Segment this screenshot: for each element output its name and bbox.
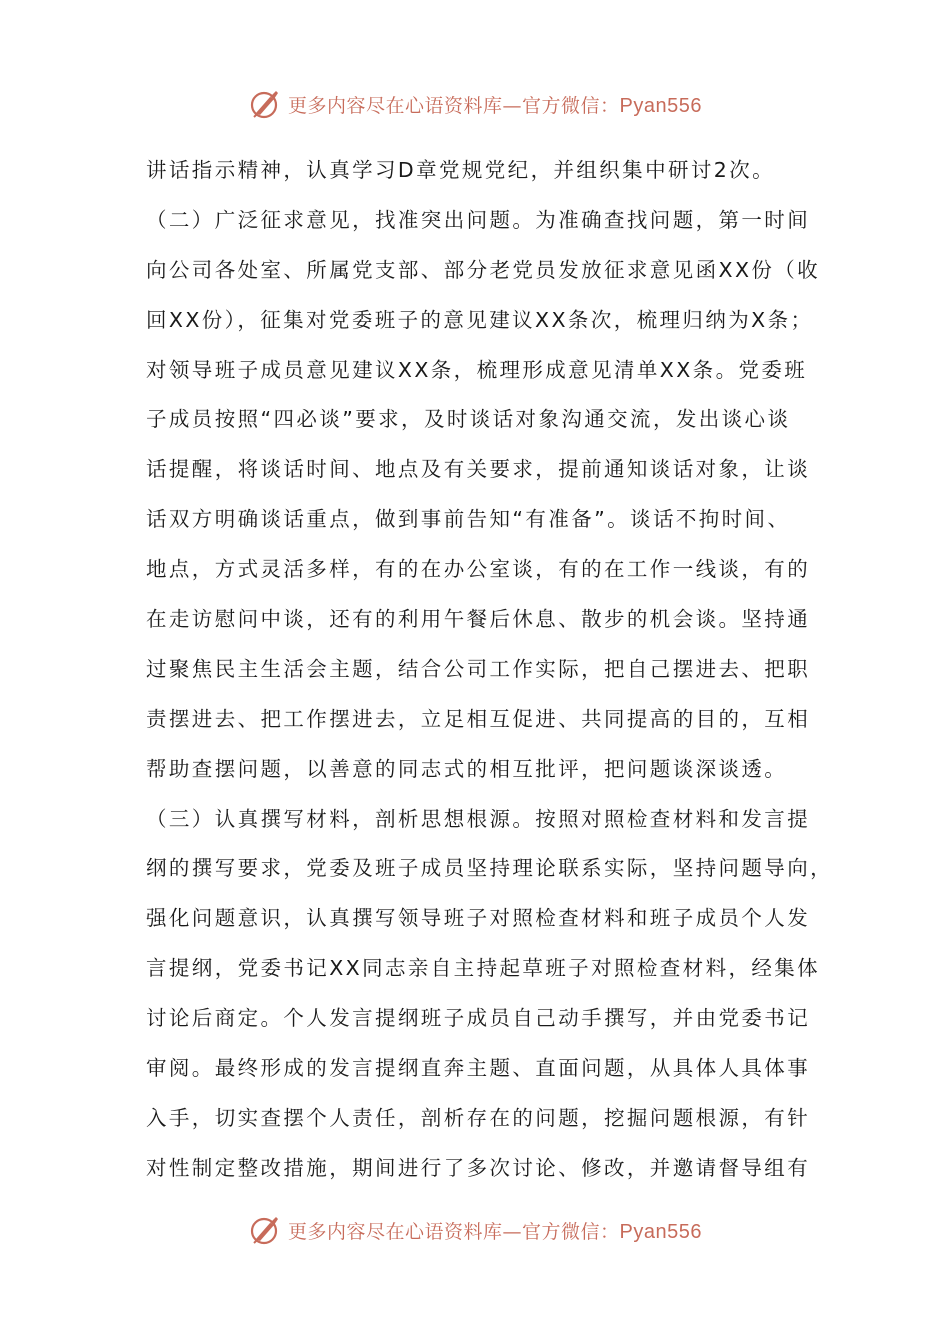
text-line: 强化问题意识，认真撰写领导班子对照检查材料和班子成员个人发 xyxy=(146,906,811,931)
footer-watermark xyxy=(0,1210,950,1250)
pen-logo-icon xyxy=(248,1213,282,1247)
text-line: （三）认真撰写材料，剖析思想根源。按照对照检查材料和发言提 xyxy=(146,806,811,831)
pen-logo-icon xyxy=(248,87,282,121)
watermark-id: Pyan556 xyxy=(619,94,702,117)
watermark-id: Pyan556 xyxy=(619,1220,702,1243)
watermark-text: 更多内容尽在心语资料库—官方微信：Pyan556 xyxy=(288,1220,702,1243)
text-line: 话提醒，将谈话时间、地点及有关要求，提前通知谈话对象，让谈 xyxy=(146,457,811,482)
text-line: 言提纲，党委书记XX同志亲自主持起草班子对照检查材料，经集体 xyxy=(146,956,821,981)
text-line: 话双方明确谈话重点，做到事前告知“有准备”。谈话不拘时间、 xyxy=(146,507,791,532)
document-body xyxy=(146,146,833,1194)
text-line: 讨论后商定。个人发言提纲班子成员自己动手撰写，并由党委书记 xyxy=(146,1006,811,1031)
text-line: 审阅。最终形成的发言提纲直奔主题、直面问题，从具体人具体事 xyxy=(146,1056,811,1081)
text-line: 子成员按照“四必谈”要求，及时谈话对象沟通交流，发出谈心谈 xyxy=(146,407,791,432)
header-watermark xyxy=(0,84,950,124)
text-line: 地点，方式灵活多样，有的在办公室谈，有的在工作一线谈，有的 xyxy=(146,557,811,582)
text-line: 讲话指示精神，认真学习D章党规党纪，并组织集中研讨2次。 xyxy=(146,158,776,182)
text-line: 入手，切实查摆个人责任，剖析存在的问题，挖掘问题根源，有针 xyxy=(146,1105,811,1130)
text-line: 对性制定整改措施，期间进行了多次讨论、修改，并邀请督导组有 xyxy=(146,1155,811,1180)
text-line: 责摆进去、把工作摆进去，立足相互促进、共同提高的目的，互相 xyxy=(146,706,811,731)
text-line: 在走访慰问中谈，还有的利用午餐后休息、散步的机会谈。坚持通 xyxy=(146,607,811,632)
text-line: 对领导班子成员意见建议XX条，梳理形成意见清单XX条。党委班 xyxy=(146,357,808,382)
text-line: 帮助查摆问题，以善意的同志式的相互批评，把问题谈深谈透。 xyxy=(146,756,788,781)
text-line: 回XX份），征集对党委班子的意见建议XX条次，梳理归纳为X条； xyxy=(146,307,814,332)
text-line: 纲的撰写要求，党委及班子成员坚持理论联系实际，坚持问题导向， xyxy=(146,856,833,881)
text-line: 过聚焦民主生活会主题，结合公司工作实际，把自己摆进去、把职 xyxy=(146,656,811,681)
text-line: （二）广泛征求意见，找准突出问题。为准确查找问题，第一时间 xyxy=(146,207,811,232)
watermark-text: 更多内容尽在心语资料库—官方微信：Pyan556 xyxy=(288,94,702,117)
text-line: 向公司各处室、所属党支部、部分老党员发放征求意见函XX份（收 xyxy=(146,257,821,282)
